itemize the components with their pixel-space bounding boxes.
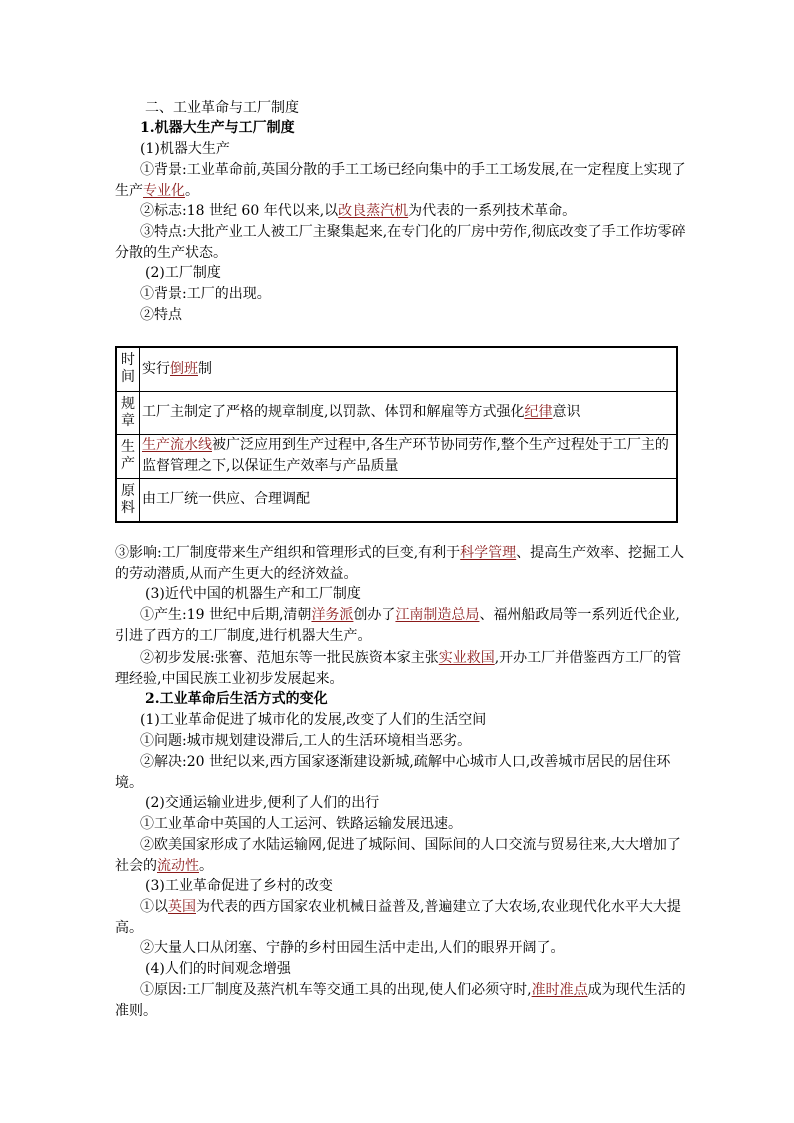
- paragraph-factory-background: ①背景:工厂的出现。: [140, 286, 271, 302]
- item-title-modern-china: (3)近代中国的机器生产和工厂制度: [145, 586, 361, 602]
- paragraph-initial-development: [115, 648, 690, 689]
- keyword-underlined: 流动性: [157, 857, 199, 874]
- item-title-urbanization: (1)工业革命促进了城市化的发展,改变了人们的生活空间: [140, 712, 487, 728]
- row-value: [140, 347, 678, 391]
- factory-features-table: [115, 346, 678, 523]
- table-row: [116, 478, 677, 522]
- text: 实行: [142, 360, 170, 377]
- item-title-time-concept: (4)人们的时间观念增强: [145, 961, 291, 977]
- paragraph-agriculture: [115, 897, 690, 938]
- row-key: 原料: [116, 478, 140, 522]
- row-value: [140, 391, 678, 434]
- text: ②初步发展:张謇、范旭东等一批民族资本家主张: [140, 650, 439, 666]
- paragraph-background: [115, 160, 690, 201]
- text: 被广泛应用到生产过程中,各生产环节协同劳作,整个生产过程处于工厂主的监督管理之下,以保证生产效率与产品质量: [142, 437, 669, 474]
- section-heading: 二、工业革命与工厂制度: [145, 100, 299, 116]
- keyword-underlined: 倒班: [170, 360, 198, 377]
- text: 成为现代生活的准则。: [115, 982, 686, 1019]
- item-title-machine-production: (1)机器大生产: [140, 141, 230, 157]
- row-key: 规章: [116, 391, 140, 434]
- paragraph-feature: ③特点:大批产业工人被工厂主聚集起来,在专门化的厂房中劳作,彻底改变了手工作坊零碎分散的生产状态。: [115, 224, 686, 261]
- keyword-underlined: 实业救国: [438, 650, 495, 666]
- item-title-factory-system: (2)工厂制度: [145, 265, 221, 281]
- paragraph-horizons: ②大量人口从闭塞、宁静的乡村田园生活中走出,人们的眼界开阔了。: [140, 940, 565, 956]
- text: 。: [199, 857, 213, 874]
- paragraph-factory-features: ②特点: [140, 307, 182, 323]
- keyword-underlined: 科学管理: [460, 545, 517, 561]
- keyword-underlined: 洋务派: [311, 607, 354, 623]
- text: ①以: [140, 899, 168, 915]
- text: ③影响:工厂制度带来生产组织和管理形式的巨变,有利于: [115, 545, 461, 561]
- text: 由工厂统一供应、合理调配: [142, 491, 310, 508]
- keyword-underlined: 专业化: [143, 182, 185, 199]
- paragraph-solution: ②解决:20 世纪以来,西方国家逐渐建设新城,疏解中心城市人口,改善城市居民的居住环境。: [115, 754, 671, 791]
- row-value: [140, 434, 678, 478]
- text: ②欧美国家形成了水陆运输网,促进了城际间、国际间的人口交流与贸易往来,大大增加了社会的: [115, 837, 681, 874]
- text: 、提高生产效率、挖掘工人的劳动潜质,从而产生更大的经济效益。: [115, 545, 685, 582]
- subsection-title-2: 2.工业革命后生活方式的变化: [145, 691, 328, 707]
- keyword-underlined: 英国: [168, 899, 196, 915]
- keyword-underlined: 改良蒸汽机: [338, 203, 409, 219]
- text: ②标志:18 世纪 60 年代以来,以: [140, 203, 339, 219]
- keyword-underlined: 江南制造总局: [395, 607, 480, 623]
- text: ①产生:19 世纪中后期,清朝: [140, 607, 312, 623]
- text: ,开办工厂并借鉴西方工厂的管理经验,中国民族工业初步发展起来。: [115, 650, 682, 687]
- item-title-transport: (2)交通运输业进步,便利了人们的出行: [145, 795, 380, 811]
- keyword-underlined: 准时准点: [531, 982, 588, 998]
- subsection-title-1: 1.机器大生产与工厂制度: [140, 120, 295, 136]
- row-key: 生产: [116, 434, 140, 478]
- paragraph-effect: [115, 543, 690, 584]
- text: 工厂主制定了严格的规章制度,以罚款、体罚和解雇等方式强化: [142, 404, 525, 420]
- keyword-underlined: 生产流水线: [142, 437, 212, 453]
- text: ①背景:工业革命前,英国分散的手工工场已经向集中的手工工场发展,在一定程度上实现了生产: [115, 162, 686, 199]
- paragraph-sign: [140, 201, 715, 222]
- text: 为代表的一系列技术革命。: [408, 203, 577, 219]
- text: 、福州船政局等一系列近代企业,引进了西方的工厂制度,进行机器大生产。: [115, 607, 680, 644]
- item-title-rural-change: (3)工业革命促进了乡村的改变: [145, 878, 333, 894]
- row-key: 时间: [116, 347, 140, 391]
- table-row: [116, 434, 677, 478]
- text: 。: [185, 182, 199, 199]
- paragraph-canal-railway: ①工业革命中英国的人工运河、铁路运输发展迅速。: [140, 816, 462, 832]
- text: ①原因:工厂制度及蒸汽机车等交通工具的出现,使人们必须守时,: [140, 982, 532, 998]
- table-row: [116, 391, 677, 434]
- text: 制: [198, 360, 212, 377]
- paragraph-problem: ①问题:城市规划建设滞后,工人的生活环境相当恶劣。: [140, 733, 472, 749]
- paragraph-reason: [115, 980, 690, 1021]
- text: 为代表的西方国家农业机械日益普及,普遍建立了大农场,农业现代化水平大大提高。: [115, 899, 681, 936]
- paragraph-transport-network: [115, 835, 690, 876]
- text: 意识: [552, 404, 581, 420]
- text: 创办了: [353, 607, 396, 623]
- keyword-underlined: 纪律: [524, 404, 553, 420]
- table-row: [116, 347, 677, 391]
- row-value: [140, 478, 678, 522]
- paragraph-origin: [115, 605, 690, 646]
